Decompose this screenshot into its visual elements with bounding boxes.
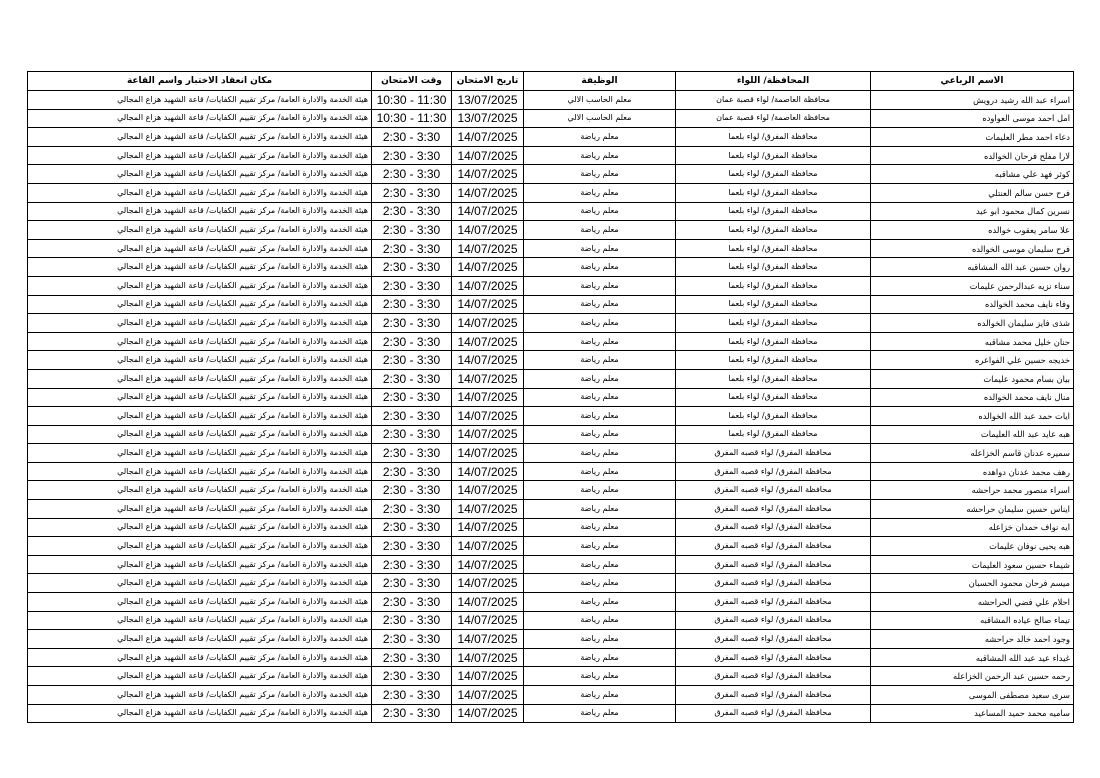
cell-date: 14/07/2025 <box>452 500 524 519</box>
cell-name: روان حسين عبد الله المشاقبه <box>871 258 1074 277</box>
cell-date: 14/07/2025 <box>452 388 524 407</box>
cell-governorate: محافظة المفرق/ لواء قصبه المفرق <box>676 667 871 686</box>
cell-date: 14/07/2025 <box>452 258 524 277</box>
cell-time: 2:30 - 3:30 <box>372 500 452 519</box>
cell-name: غيداء عيد عبد الله المشاقبه <box>871 648 1074 667</box>
cell-name: شيماء حسين سعود العليمات <box>871 555 1074 574</box>
cell-place: هيئة الخدمة والادارة العامة/ مركز تقييم الكفايات/ قاعة الشهيد هزاع المجالي <box>28 407 372 426</box>
cell-job: معلم رياضة <box>524 221 676 240</box>
cell-governorate: محافظة المفرق/ لواء بلعما <box>676 165 871 184</box>
cell-job: معلم رياضة <box>524 183 676 202</box>
cell-place: هيئة الخدمة والادارة العامة/ مركز تقييم الكفايات/ قاعة الشهيد هزاع المجالي <box>28 295 372 314</box>
cell-governorate: محافظة المفرق/ لواء بلعما <box>676 239 871 258</box>
cell-date: 14/07/2025 <box>452 425 524 444</box>
cell-date: 14/07/2025 <box>452 407 524 426</box>
cell-place: هيئة الخدمة والادارة العامة/ مركز تقييم الكفايات/ قاعة الشهيد هزاع المجالي <box>28 574 372 593</box>
cell-time: 2:30 - 3:30 <box>372 388 452 407</box>
table-row <box>28 425 1074 444</box>
cell-governorate: محافظة المفرق/ لواء قصبه المفرق <box>676 593 871 612</box>
cell-job: معلم الحاسب الالي <box>524 109 676 128</box>
header-name: الاسم الرباعي <box>871 72 1074 91</box>
cell-job: معلم رياضة <box>524 202 676 221</box>
cell-date: 14/07/2025 <box>452 630 524 649</box>
cell-governorate: محافظة المفرق/ لواء بلعما <box>676 183 871 202</box>
cell-job: معلم رياضة <box>524 314 676 333</box>
cell-date: 14/07/2025 <box>452 686 524 705</box>
table-row <box>28 128 1074 147</box>
cell-place: هيئة الخدمة والادارة العامة/ مركز تقييم الكفايات/ قاعة الشهيد هزاع المجالي <box>28 444 372 463</box>
cell-name: تيماء صالح عياده المشاقبه <box>871 611 1074 630</box>
cell-place: هيئة الخدمة والادارة العامة/ مركز تقييم الكفايات/ قاعة الشهيد هزاع المجالي <box>28 221 372 240</box>
header-time: وقت الامتحان <box>372 72 452 91</box>
cell-time: 2:30 - 3:30 <box>372 537 452 556</box>
cell-date: 14/07/2025 <box>452 574 524 593</box>
cell-time: 2:30 - 3:30 <box>372 667 452 686</box>
cell-place: هيئة الخدمة والادارة العامة/ مركز تقييم الكفايات/ قاعة الشهيد هزاع المجالي <box>28 332 372 351</box>
cell-job: معلم رياضة <box>524 518 676 537</box>
cell-time: 2:30 - 3:30 <box>372 146 452 165</box>
table-row <box>28 481 1074 500</box>
cell-date: 14/07/2025 <box>452 332 524 351</box>
cell-date: 14/07/2025 <box>452 611 524 630</box>
cell-name: سرى سعيد مصطفى الموسى <box>871 686 1074 705</box>
cell-place: هيئة الخدمة والادارة العامة/ مركز تقييم الكفايات/ قاعة الشهيد هزاع المجالي <box>28 183 372 202</box>
cell-governorate: محافظة المفرق/ لواء بلعما <box>676 351 871 370</box>
cell-governorate: محافظة المفرق/ لواء بلعما <box>676 128 871 147</box>
cell-place: هيئة الخدمة والادارة العامة/ مركز تقييم الكفايات/ قاعة الشهيد هزاع المجالي <box>28 704 372 723</box>
cell-name: وفاء نايف محمد الخوالده <box>871 295 1074 314</box>
cell-date: 14/07/2025 <box>452 481 524 500</box>
cell-name: اسراء عبد الله رشيد درويش <box>871 91 1074 110</box>
table-row <box>28 630 1074 649</box>
cell-name: شذى فايز سليمان الخوالده <box>871 314 1074 333</box>
cell-place: هيئة الخدمة والادارة العامة/ مركز تقييم الكفايات/ قاعة الشهيد هزاع المجالي <box>28 351 372 370</box>
cell-place: هيئة الخدمة والادارة العامة/ مركز تقييم الكفايات/ قاعة الشهيد هزاع المجالي <box>28 648 372 667</box>
cell-job: معلم رياضة <box>524 388 676 407</box>
table-row <box>28 91 1074 110</box>
cell-date: 14/07/2025 <box>452 202 524 221</box>
cell-governorate: محافظة المفرق/ لواء قصبه المفرق <box>676 537 871 556</box>
cell-governorate: محافظة المفرق/ لواء بلعما <box>676 146 871 165</box>
cell-name: هبه يحيى نوفان عليمات <box>871 537 1074 556</box>
cell-time: 2:30 - 3:30 <box>372 462 452 481</box>
table-row <box>28 686 1074 705</box>
cell-place: هيئة الخدمة والادارة العامة/ مركز تقييم الكفايات/ قاعة الشهيد هزاع المجالي <box>28 555 372 574</box>
cell-job: معلم رياضة <box>524 704 676 723</box>
table-row <box>28 593 1074 612</box>
cell-place: هيئة الخدمة والادارة العامة/ مركز تقييم الكفايات/ قاعة الشهيد هزاع المجالي <box>28 146 372 165</box>
cell-place: هيئة الخدمة والادارة العامة/ مركز تقييم الكفايات/ قاعة الشهيد هزاع المجالي <box>28 462 372 481</box>
cell-date: 14/07/2025 <box>452 667 524 686</box>
cell-date: 14/07/2025 <box>452 444 524 463</box>
cell-time: 2:30 - 3:30 <box>372 276 452 295</box>
table-row <box>28 202 1074 221</box>
cell-date: 14/07/2025 <box>452 128 524 147</box>
table-row <box>28 388 1074 407</box>
cell-date: 14/07/2025 <box>452 537 524 556</box>
cell-name: هبه عايد عبد الله العليمات <box>871 425 1074 444</box>
cell-governorate: محافظة المفرق/ لواء بلعما <box>676 276 871 295</box>
cell-time: 10:30 - 11:30 <box>372 109 452 128</box>
cell-date: 14/07/2025 <box>452 351 524 370</box>
cell-name: بيان بسام محمود عليمات <box>871 369 1074 388</box>
cell-name: احلام علي فضي الحراحشه <box>871 593 1074 612</box>
cell-name: ايناس حسين سليمان حراحشه <box>871 500 1074 519</box>
cell-name: رهف محمد عدنان دواهده <box>871 462 1074 481</box>
cell-date: 13/07/2025 <box>452 91 524 110</box>
cell-time: 2:30 - 3:30 <box>372 221 452 240</box>
cell-job: معلم رياضة <box>524 593 676 612</box>
cell-governorate: محافظة المفرق/ لواء قصبه المفرق <box>676 574 871 593</box>
table-row <box>28 648 1074 667</box>
cell-date: 14/07/2025 <box>452 239 524 258</box>
cell-job: معلم رياضة <box>524 630 676 649</box>
cell-name: منال نايف محمد الخوالده <box>871 388 1074 407</box>
table-row <box>28 611 1074 630</box>
cell-job: معلم رياضة <box>524 611 676 630</box>
cell-name: كوثر فهد علي مشاقبه <box>871 165 1074 184</box>
cell-time: 2:30 - 3:30 <box>372 425 452 444</box>
cell-job: معلم رياضة <box>524 537 676 556</box>
table-row <box>28 462 1074 481</box>
cell-time: 2:30 - 3:30 <box>372 574 452 593</box>
cell-name: خديجه حسين علي الفواعره <box>871 351 1074 370</box>
table-row <box>28 555 1074 574</box>
cell-time: 2:30 - 3:30 <box>372 704 452 723</box>
cell-job: معلم الحاسب الالي <box>524 91 676 110</box>
cell-time: 2:30 - 3:30 <box>372 239 452 258</box>
table-row <box>28 258 1074 277</box>
table-row <box>28 276 1074 295</box>
cell-time: 2:30 - 3:30 <box>372 611 452 630</box>
cell-place: هيئة الخدمة والادارة العامة/ مركز تقييم الكفايات/ قاعة الشهيد هزاع المجالي <box>28 314 372 333</box>
cell-governorate: محافظة المفرق/ لواء قصبه المفرق <box>676 518 871 537</box>
cell-name: وجود احمد خالد حراحشه <box>871 630 1074 649</box>
cell-time: 2:30 - 3:30 <box>372 314 452 333</box>
cell-job: معلم رياضة <box>524 667 676 686</box>
table-row <box>28 146 1074 165</box>
header-job: الوظيفة <box>524 72 676 91</box>
cell-job: معلم رياضة <box>524 686 676 705</box>
header-place: مكان انعقاد الاختبار واسم القاعة <box>28 72 372 91</box>
cell-job: معلم رياضة <box>524 351 676 370</box>
table-row <box>28 704 1074 723</box>
header-row <box>28 72 1074 91</box>
cell-governorate: محافظة المفرق/ لواء قصبه المفرق <box>676 704 871 723</box>
header-date: تاريخ الامتحان <box>452 72 524 91</box>
cell-governorate: محافظة المفرق/ لواء بلعما <box>676 407 871 426</box>
cell-place: هيئة الخدمة والادارة العامة/ مركز تقييم الكفايات/ قاعة الشهيد هزاع المجالي <box>28 165 372 184</box>
cell-governorate: محافظة المفرق/ لواء قصبه المفرق <box>676 500 871 519</box>
cell-job: معلم رياضة <box>524 481 676 500</box>
cell-date: 14/07/2025 <box>452 165 524 184</box>
cell-place: هيئة الخدمة والادارة العامة/ مركز تقييم الكفايات/ قاعة الشهيد هزاع المجالي <box>28 425 372 444</box>
cell-place: هيئة الخدمة والادارة العامة/ مركز تقييم الكفايات/ قاعة الشهيد هزاع المجالي <box>28 500 372 519</box>
cell-time: 2:30 - 3:30 <box>372 518 452 537</box>
cell-name: رحمه حسين عبد الرحمن الخزاعله <box>871 667 1074 686</box>
cell-place: هيئة الخدمة والادارة العامة/ مركز تقييم الكفايات/ قاعة الشهيد هزاع المجالي <box>28 667 372 686</box>
cell-time: 2:30 - 3:30 <box>372 295 452 314</box>
cell-time: 2:30 - 3:30 <box>372 686 452 705</box>
cell-time: 2:30 - 3:30 <box>372 258 452 277</box>
cell-date: 14/07/2025 <box>452 221 524 240</box>
cell-time: 2:30 - 3:30 <box>372 332 452 351</box>
cell-date: 14/07/2025 <box>452 518 524 537</box>
cell-date: 14/07/2025 <box>452 648 524 667</box>
cell-governorate: محافظة المفرق/ لواء بلعما <box>676 221 871 240</box>
cell-date: 14/07/2025 <box>452 704 524 723</box>
cell-name: ايات حمد عبد الله الخوالده <box>871 407 1074 426</box>
cell-date: 14/07/2025 <box>452 462 524 481</box>
cell-governorate: محافظة المفرق/ لواء قصبه المفرق <box>676 611 871 630</box>
cell-place: هيئة الخدمة والادارة العامة/ مركز تقييم الكفايات/ قاعة الشهيد هزاع المجالي <box>28 630 372 649</box>
exam-schedule-sheet <box>27 71 1073 723</box>
cell-name: فرح سليمان موسى الخوالده <box>871 239 1074 258</box>
cell-job: معلم رياضة <box>524 332 676 351</box>
cell-governorate: محافظة العاصمة/ لواء قصبة عمان <box>676 109 871 128</box>
cell-governorate: محافظة المفرق/ لواء قصبه المفرق <box>676 648 871 667</box>
cell-time: 2:30 - 3:30 <box>372 630 452 649</box>
cell-time: 2:30 - 3:30 <box>372 369 452 388</box>
cell-place: هيئة الخدمة والادارة العامة/ مركز تقييم الكفايات/ قاعة الشهيد هزاع المجالي <box>28 202 372 221</box>
cell-name: ساميه محمد حميد المساعيد <box>871 704 1074 723</box>
cell-job: معلم رياضة <box>524 648 676 667</box>
cell-governorate: محافظة المفرق/ لواء بلعما <box>676 314 871 333</box>
table-row <box>28 537 1074 556</box>
cell-governorate: محافظة المفرق/ لواء بلعما <box>676 388 871 407</box>
cell-time: 2:30 - 3:30 <box>372 407 452 426</box>
cell-job: معلم رياضة <box>524 146 676 165</box>
table-row <box>28 314 1074 333</box>
cell-governorate: محافظة المفرق/ لواء بلعما <box>676 202 871 221</box>
cell-time: 2:30 - 3:30 <box>372 202 452 221</box>
cell-name: فرح حسن سالم العنتلي <box>871 183 1074 202</box>
cell-time: 2:30 - 3:30 <box>372 128 452 147</box>
table-row <box>28 518 1074 537</box>
cell-name: سناء نزيه عبدالرحمن عليمات <box>871 276 1074 295</box>
cell-job: معلم رياضة <box>524 444 676 463</box>
table-body <box>28 91 1074 723</box>
cell-time: 2:30 - 3:30 <box>372 481 452 500</box>
cell-governorate: محافظة المفرق/ لواء بلعما <box>676 295 871 314</box>
cell-place: هيئة الخدمة والادارة العامة/ مركز تقييم الكفايات/ قاعة الشهيد هزاع المجالي <box>28 109 372 128</box>
cell-date: 14/07/2025 <box>452 276 524 295</box>
cell-place: هيئة الخدمة والادارة العامة/ مركز تقييم الكفايات/ قاعة الشهيد هزاع المجالي <box>28 388 372 407</box>
header-governorate: المحافظة/ اللواء <box>676 72 871 91</box>
cell-job: معلم رياضة <box>524 369 676 388</box>
cell-date: 14/07/2025 <box>452 183 524 202</box>
cell-time: 2:30 - 3:30 <box>372 165 452 184</box>
cell-governorate: محافظة المفرق/ لواء قصبه المفرق <box>676 444 871 463</box>
cell-job: معلم رياضة <box>524 500 676 519</box>
cell-time: 2:30 - 3:30 <box>372 593 452 612</box>
cell-name: سميره عدنان قاسم الخزاعله <box>871 444 1074 463</box>
cell-job: معلم رياضة <box>524 128 676 147</box>
cell-place: هيئة الخدمة والادارة العامة/ مركز تقييم الكفايات/ قاعة الشهيد هزاع المجالي <box>28 369 372 388</box>
table-row <box>28 369 1074 388</box>
cell-date: 14/07/2025 <box>452 295 524 314</box>
cell-job: معلم رياضة <box>524 407 676 426</box>
cell-name: نسرين كمال محمود ابو عيد <box>871 202 1074 221</box>
table-row <box>28 239 1074 258</box>
cell-name: حنان خليل محمد مشاقبه <box>871 332 1074 351</box>
cell-governorate: محافظة المفرق/ لواء بلعما <box>676 332 871 351</box>
cell-place: هيئة الخدمة والادارة العامة/ مركز تقييم الكفايات/ قاعة الشهيد هزاع المجالي <box>28 518 372 537</box>
table-row <box>28 667 1074 686</box>
cell-job: معلم رياضة <box>524 555 676 574</box>
cell-time: 2:30 - 3:30 <box>372 351 452 370</box>
cell-governorate: محافظة العاصمة/ لواء قصبة عمان <box>676 91 871 110</box>
cell-place: هيئة الخدمة والادارة العامة/ مركز تقييم الكفايات/ قاعة الشهيد هزاع المجالي <box>28 593 372 612</box>
cell-place: هيئة الخدمة والادارة العامة/ مركز تقييم الكفايات/ قاعة الشهيد هزاع المجالي <box>28 91 372 110</box>
table-row <box>28 351 1074 370</box>
table-row <box>28 407 1074 426</box>
cell-job: معلم رياضة <box>524 276 676 295</box>
cell-governorate: محافظة المفرق/ لواء بلعما <box>676 425 871 444</box>
table-row <box>28 183 1074 202</box>
cell-place: هيئة الخدمة والادارة العامة/ مركز تقييم الكفايات/ قاعة الشهيد هزاع المجالي <box>28 611 372 630</box>
cell-governorate: محافظة المفرق/ لواء قصبه المفرق <box>676 462 871 481</box>
exam-schedule-table <box>27 71 1074 723</box>
cell-job: معلم رياضة <box>524 295 676 314</box>
table-row <box>28 500 1074 519</box>
table-row <box>28 574 1074 593</box>
table-row <box>28 332 1074 351</box>
cell-place: هيئة الخدمة والادارة العامة/ مركز تقييم الكفايات/ قاعة الشهيد هزاع المجالي <box>28 686 372 705</box>
cell-name: ميسم فرحان محمود الحسبان <box>871 574 1074 593</box>
table-row <box>28 165 1074 184</box>
cell-place: هيئة الخدمة والادارة العامة/ مركز تقييم الكفايات/ قاعة الشهيد هزاع المجالي <box>28 239 372 258</box>
table-row <box>28 109 1074 128</box>
cell-governorate: محافظة المفرق/ لواء بلعما <box>676 258 871 277</box>
cell-governorate: محافظة المفرق/ لواء قصبه المفرق <box>676 481 871 500</box>
cell-governorate: محافظة المفرق/ لواء قصبه المفرق <box>676 686 871 705</box>
cell-date: 14/07/2025 <box>452 146 524 165</box>
cell-time: 10:30 - 11:30 <box>372 91 452 110</box>
cell-job: معلم رياضة <box>524 462 676 481</box>
cell-job: معلم رياضة <box>524 239 676 258</box>
cell-place: هيئة الخدمة والادارة العامة/ مركز تقييم الكفايات/ قاعة الشهيد هزاع المجالي <box>28 258 372 277</box>
cell-governorate: محافظة المفرق/ لواء قصبه المفرق <box>676 555 871 574</box>
cell-date: 14/07/2025 <box>452 593 524 612</box>
table-row <box>28 295 1074 314</box>
cell-time: 2:30 - 3:30 <box>372 555 452 574</box>
cell-name: ايه نواف حمدان خزاعله <box>871 518 1074 537</box>
cell-date: 14/07/2025 <box>452 369 524 388</box>
cell-name: امل احمد موسى العواوده <box>871 109 1074 128</box>
table-row <box>28 221 1074 240</box>
cell-time: 2:30 - 3:30 <box>372 648 452 667</box>
cell-place: هيئة الخدمة والادارة العامة/ مركز تقييم الكفايات/ قاعة الشهيد هزاع المجالي <box>28 276 372 295</box>
cell-date: 14/07/2025 <box>452 555 524 574</box>
cell-governorate: محافظة المفرق/ لواء قصبه المفرق <box>676 630 871 649</box>
cell-name: لارا مفلح فرحان الخوالده <box>871 146 1074 165</box>
cell-time: 2:30 - 3:30 <box>372 183 452 202</box>
cell-name: اسراء منصور محمد حراحشه <box>871 481 1074 500</box>
cell-place: هيئة الخدمة والادارة العامة/ مركز تقييم الكفايات/ قاعة الشهيد هزاع المجالي <box>28 481 372 500</box>
cell-job: معلم رياضة <box>524 165 676 184</box>
cell-date: 14/07/2025 <box>452 314 524 333</box>
cell-job: معلم رياضة <box>524 425 676 444</box>
table-row <box>28 444 1074 463</box>
cell-name: دعاء احمد مطر العليمات <box>871 128 1074 147</box>
cell-date: 13/07/2025 <box>452 109 524 128</box>
cell-name: علا سامر يعقوب خوالده <box>871 221 1074 240</box>
cell-job: معلم رياضة <box>524 258 676 277</box>
cell-governorate: محافظة المفرق/ لواء بلعما <box>676 369 871 388</box>
cell-time: 2:30 - 3:30 <box>372 444 452 463</box>
cell-place: هيئة الخدمة والادارة العامة/ مركز تقييم الكفايات/ قاعة الشهيد هزاع المجالي <box>28 128 372 147</box>
cell-job: معلم رياضة <box>524 574 676 593</box>
cell-place: هيئة الخدمة والادارة العامة/ مركز تقييم الكفايات/ قاعة الشهيد هزاع المجالي <box>28 537 372 556</box>
